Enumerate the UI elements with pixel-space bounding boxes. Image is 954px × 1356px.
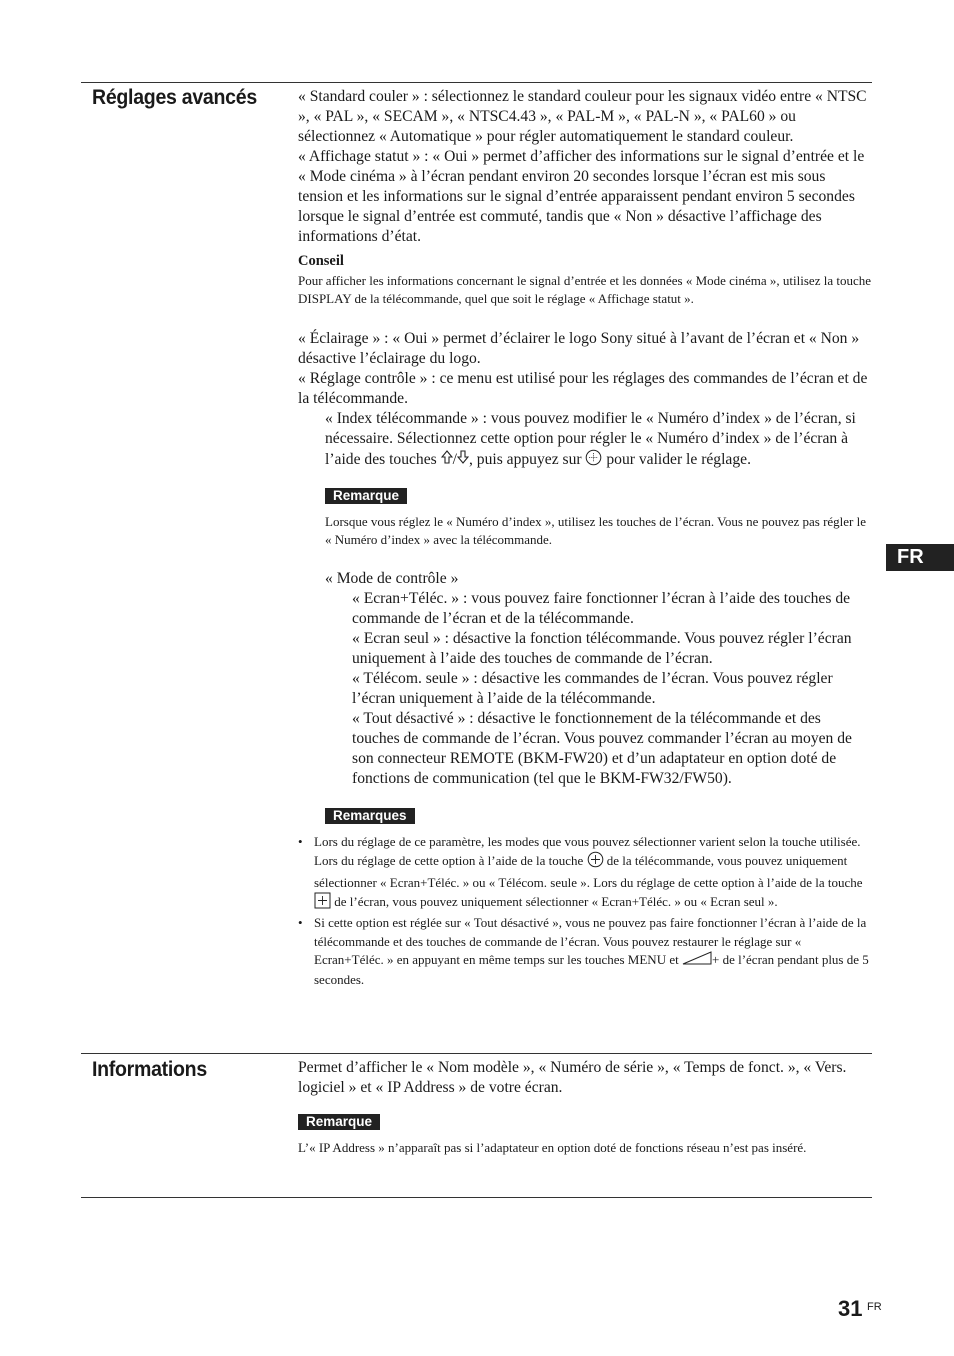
bullet1-text-part2: de la télécommande, vous pouvez uniquement sélectionner « Ecran+Téléc. » ou « Télécom. seule ». Lors du réglage de cette option à l’aide de la touche bbox=[314, 853, 863, 890]
up-arrow-icon bbox=[441, 450, 453, 470]
down-arrow-icon bbox=[457, 450, 469, 470]
index-slash: / bbox=[452, 450, 457, 468]
bullet1-text-part1: Lors du réglage de ce paramètre, les modes que vous pouvez sélectionner varient selon la touche utilisée. Lors du réglage de cette option à l’aide de la touche bbox=[314, 834, 861, 869]
volume-icon bbox=[682, 951, 712, 970]
page-number: 31 bbox=[838, 1296, 863, 1321]
reglage-controle-paragraph: « Réglage contrôle » : ce menu est utilisé pour les réglages des commandes de l’écran et de la télécommande. bbox=[298, 369, 868, 407]
informations-content bbox=[298, 1058, 872, 1157]
page-number-suffix: FR bbox=[867, 1301, 882, 1313]
remarque-badge-wrap bbox=[298, 487, 872, 505]
index-text-part2: , puis appuyez sur bbox=[468, 450, 586, 468]
remarques-badge: Remarques bbox=[325, 808, 415, 824]
section-divider bbox=[81, 1053, 872, 1054]
standard-couleur-paragraph: « Standard couler » : sélectionnez le standard couleur pour les signaux vidéo entre « NTSC », « PAL », « SECAM », « NTSC4.43 », « PAL-M », « PAL-N », « PAL60 » ou sélectionnez « Automatique » pour régler automatiquement le standard couleur. bbox=[298, 88, 867, 145]
section-title-informations: Informations bbox=[92, 1058, 207, 1081]
list-item bbox=[298, 914, 872, 989]
remote-enter-icon bbox=[587, 851, 604, 873]
remarques-list bbox=[298, 833, 872, 989]
affichage-statut-paragraph: « Affichage statut » : « Oui » permet d’afficher des informations sur le signal d’entrée et le « Mode cinéma » à l’écran pendant environ 20 secondes lorsque l’écran est mis sous tension et les informations sur le signal d’entrée apparaissent pendant environ 5 secondes lorsque le signal d’entrée est commuté, tandis que « Non » désactive l’affichage des informations d’état. bbox=[298, 148, 865, 245]
conseil-text: Pour afficher les informations concernant le signal d’entrée et les données « Mode cinéma », utilisez la touche DISPLAY de la télécommande, quel que soit le réglage « Affichage statut ». bbox=[298, 273, 872, 307]
info-remarque-text: L’« IP Address » n’apparaît pas si l’adaptateur en option doté de fonctions réseau n’est pas inséré. bbox=[298, 1140, 807, 1155]
enter-button-icon bbox=[585, 449, 602, 472]
index-telecommande-paragraph bbox=[298, 409, 872, 472]
top-rule bbox=[81, 82, 872, 83]
info-remarque-badge: Remarque bbox=[298, 1114, 380, 1130]
mode-item-telecom-seule: « Télécom. seule » : désactive les commandes de l’écran. Vous pouvez régler l’écran uniquement à l’aide de la télécommande. bbox=[352, 670, 833, 708]
remarque-text: Lorsque vous réglez le « Numéro d’index », utilisez les touches de l’écran. Vous ne pouvez pas régler le « Numéro d’index » avec la télécommande. bbox=[325, 513, 867, 547]
remarque-badge: Remarque bbox=[325, 488, 407, 504]
eclairage-paragraph: « Éclairage » : « Oui » permet d’éclairer le logo Sony situé à l’avant de l’écran et « Non » désactive l’éclairage du logo. bbox=[298, 329, 860, 367]
section-title-reglages-avances: Réglages avancés bbox=[92, 86, 257, 109]
bullet-marker: • bbox=[298, 915, 303, 931]
informations-text: Permet d’afficher le « Nom modèle », « Numéro de série », « Temps de fonct. », « Vers. logiciel » et « IP Address » de votre écran. bbox=[298, 1059, 847, 1096]
mode-item-tout-desactive: « Tout désactivé » : désactive le fonctionnement de la télécommande et des touches de commande de l’écran. Vous pouvez commander l’écran au moyen de son connecteur REMOTE (BKM-FW20) et d’un adaptateur en option doté de fonctions de communication (tel que le BKM-FW32/FW50). bbox=[352, 710, 852, 788]
bottom-rule bbox=[81, 1197, 872, 1198]
bullet2-text-part1: Si cette option est réglée sur « Tout désactivé », vous ne pouvez pas faire fonctionner l’écran à l’aide de la télécommande et des touches de commande de l’écran. Vous pouvez restaurer le réglage sur « Ecran+Téléc. » en appuyant en même temps sur les touches MENU et bbox=[314, 915, 867, 967]
mode-item-ecran-seul: « Ecran seul » : désactive la fonction télécommande. Vous pouvez régler l’écran uniquement à l’aide des touches de commande de l’écran. bbox=[352, 630, 852, 668]
screen-enter-icon bbox=[314, 892, 331, 914]
language-tab: FR bbox=[886, 544, 954, 571]
remarques-badge-wrap bbox=[298, 807, 872, 825]
reglages-content bbox=[298, 87, 872, 989]
list-item bbox=[298, 833, 872, 914]
bullet-marker: • bbox=[298, 834, 303, 850]
info-remarque-badge-wrap bbox=[298, 1113, 872, 1131]
bullet1-text-part3: de l’écran, vous pouvez uniquement sélectionner « Ecran+Téléc. » ou « Ecran seul ». bbox=[331, 894, 778, 910]
bullet2-plus: + bbox=[711, 951, 720, 967]
bullet2-text-part2: de l’écran pendant plus de 5 secondes. bbox=[314, 951, 869, 987]
index-text-part3: pour valider le réglage. bbox=[602, 450, 751, 468]
index-text-part1: « Index télécommande » : vous pouvez modifier le « Numéro d’index » de l’écran, si nécessaire. Sélectionnez cette option pour régler le « Numéro d’index » de l’écran à l’aide des touches bbox=[325, 409, 856, 468]
mode-controle-heading: « Mode de contrôle » bbox=[325, 570, 459, 588]
conseil-heading: Conseil bbox=[298, 253, 344, 269]
mode-item-ecran-telec: « Ecran+Téléc. » : vous pouvez faire fonctionner l’écran à l’aide des touches de commande de l’écran et de la télécommande. bbox=[352, 590, 851, 628]
